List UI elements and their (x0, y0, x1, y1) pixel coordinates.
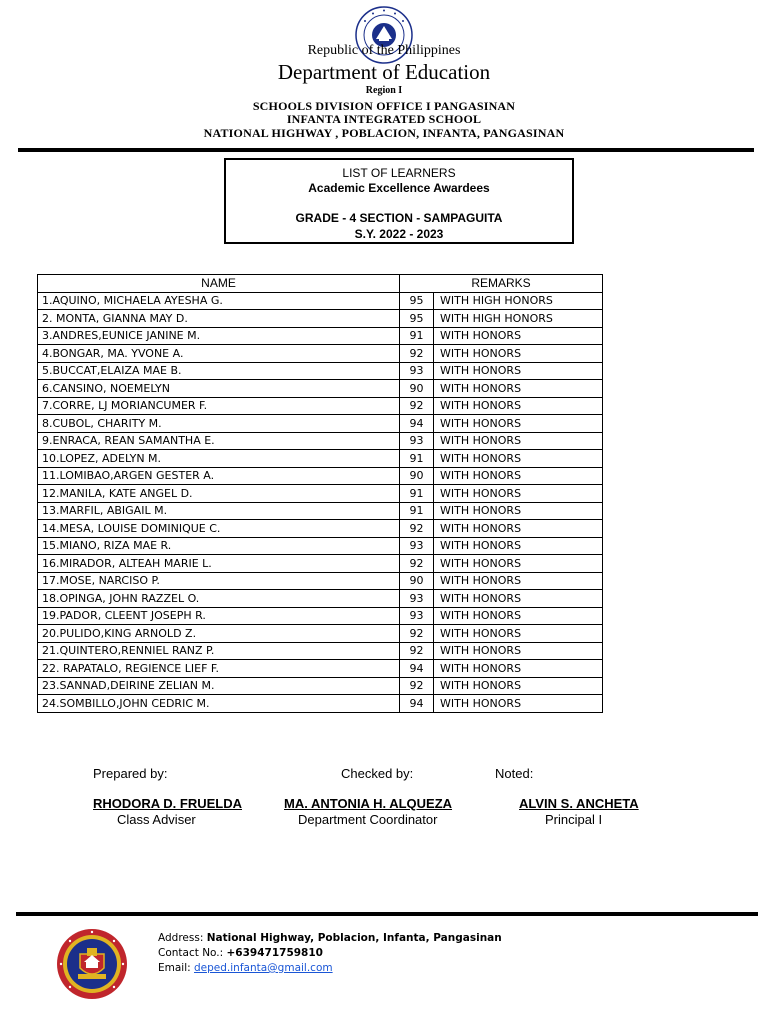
table-header-row (38, 275, 603, 293)
learner-name-cell: 11.LOMIBAO,ARGEN GESTER A. (38, 467, 400, 485)
table-row (38, 292, 603, 310)
remark-cell: WITH HONORS (434, 345, 603, 363)
grade-cell: 91 (400, 450, 434, 468)
grade-cell: 90 (400, 572, 434, 590)
footer-contact (158, 947, 323, 959)
remark-cell: WITH HIGH HONORS (434, 292, 603, 310)
grade-cell: 92 (400, 677, 434, 695)
email-label: Email: (158, 962, 195, 974)
table-row (38, 345, 603, 363)
remark-cell: WITH HONORS (434, 432, 603, 450)
remark-cell: WITH HONORS (434, 660, 603, 678)
title-box (224, 158, 574, 244)
grade-cell: 93 (400, 432, 434, 450)
learner-name-cell: 10.LOPEZ, ADELYN M. (38, 450, 400, 468)
grade-cell: 90 (400, 467, 434, 485)
table-row (38, 660, 603, 678)
school-line: INFANTA INTEGRATED SCHOOL (286, 112, 482, 126)
region-line: Region I (365, 85, 403, 96)
learner-name-cell: 5.BUCCAT,ELAIZA MAE B. (38, 362, 400, 380)
footer-address (158, 932, 502, 944)
table-row (38, 502, 603, 520)
learner-name-cell: 4.BONGAR, MA. YVONE A. (38, 345, 400, 363)
remark-cell: WITH HONORS (434, 607, 603, 625)
address-value: National Highway, Poblacion, Infanta, Pangasinan (206, 932, 502, 944)
noted-by-name: ALVIN S. ANCHETA (519, 796, 639, 811)
name-column-header: NAME (38, 275, 400, 293)
noted-by-position: Principal I (545, 812, 603, 827)
remark-cell: WITH HONORS (434, 327, 603, 345)
learner-name-cell: 1.AQUINO, MICHAELA AYESHA G. (38, 292, 400, 310)
table-row (38, 327, 603, 345)
title-line-3: GRADE - 4 SECTION - SAMPAGUITA (295, 211, 503, 225)
learner-name-cell: 18.OPINGA, JOHN RAZZEL O. (38, 590, 400, 608)
prepared-by-name: RHODORA D. FRUELDA (93, 796, 243, 811)
title-line-1: LIST OF LEARNERS (342, 166, 456, 180)
learner-name-cell: 16.MIRADOR, ALTEAH MARIE L. (38, 555, 400, 573)
table-row (38, 467, 603, 485)
email-link[interactable]: deped.infanta@gmail.com (194, 962, 333, 974)
learner-name-cell: 22. RAPATALO, REGIENCE LIEF F. (38, 660, 400, 678)
table-body (38, 292, 603, 712)
learner-name-cell: 20.PULIDO,KING ARNOLD Z. (38, 625, 400, 643)
table-row (38, 572, 603, 590)
remark-cell: WITH HONORS (434, 362, 603, 380)
grade-cell: 92 (400, 555, 434, 573)
noted-label: Noted: (495, 766, 534, 781)
learner-name-cell: 24.SOMBILLO,JOHN CEDRIC M. (38, 695, 400, 713)
table-row (38, 485, 603, 503)
footer-divider (16, 912, 758, 916)
prepared-by-position: Class Adviser (117, 812, 196, 827)
remark-cell: WITH HONORS (434, 695, 603, 713)
table-row (38, 625, 603, 643)
learner-name-cell: 19.PADOR, CLEENT JOSEPH R. (38, 607, 400, 625)
table-row (38, 415, 603, 433)
grade-cell: 93 (400, 590, 434, 608)
remark-cell: WITH HIGH HONORS (434, 310, 603, 328)
table-row (38, 520, 603, 538)
learner-name-cell: 17.MOSE, NARCISO P. (38, 572, 400, 590)
learner-name-cell: 9.ENRACA, REAN SAMANTHA E. (38, 432, 400, 450)
checked-by-position: Department Coordinator (298, 812, 438, 827)
remarks-column-header: REMARKS (400, 275, 603, 293)
grade-cell: 93 (400, 607, 434, 625)
remark-cell: WITH HONORS (434, 397, 603, 415)
grade-cell: 93 (400, 362, 434, 380)
table-row (38, 590, 603, 608)
checked-by-label: Checked by: (341, 766, 414, 781)
remark-cell: WITH HONORS (434, 467, 603, 485)
grade-cell: 93 (400, 537, 434, 555)
learner-name-cell: 14.MESA, LOUISE DOMINIQUE C. (38, 520, 400, 538)
table-row (38, 432, 603, 450)
prepared-by-label: Prepared by: (93, 766, 168, 781)
remark-cell: WITH HONORS (434, 380, 603, 398)
remark-cell: WITH HONORS (434, 625, 603, 643)
table-row (38, 677, 603, 695)
contact-label: Contact No.: (158, 947, 227, 959)
table-row (38, 555, 603, 573)
checked-by-name: MA. ANTONIA H. ALQUEZA (284, 796, 453, 811)
grade-cell: 91 (400, 502, 434, 520)
grade-cell: 92 (400, 345, 434, 363)
title-line-2: Academic Excellence Awardees (308, 181, 490, 195)
learner-name-cell: 7.CORRE, LJ MORIANCUMER F. (38, 397, 400, 415)
address-label: Address: (158, 932, 207, 944)
remark-cell: WITH HONORS (434, 520, 603, 538)
learner-name-cell: 6.CANSINO, NOEMELYN (38, 380, 400, 398)
table-row (38, 310, 603, 328)
contact-value: +639471759810 (226, 947, 323, 959)
table-row (38, 450, 603, 468)
department-title: Department of Education (277, 60, 491, 84)
learner-name-cell: 13.MARFIL, ABIGAIL M. (38, 502, 400, 520)
grade-cell: 94 (400, 660, 434, 678)
grade-cell: 90 (400, 380, 434, 398)
learner-name-cell: 2. MONTA, GIANNA MAY D. (38, 310, 400, 328)
learner-name-cell: 12.MANILA, KATE ANGEL D. (38, 485, 400, 503)
remark-cell: WITH HONORS (434, 485, 603, 503)
address-line: NATIONAL HIGHWAY , POBLACION, INFANTA, PANGASINAN (203, 126, 565, 140)
grade-cell: 92 (400, 397, 434, 415)
remark-cell: WITH HONORS (434, 502, 603, 520)
table-row (38, 607, 603, 625)
table-row (38, 537, 603, 555)
learner-name-cell: 15.MIANO, RIZA MAE R. (38, 537, 400, 555)
learner-name-cell: 23.SANNAD,DEIRINE ZELIAN M. (38, 677, 400, 695)
footer-email (158, 962, 333, 974)
learner-name-cell: 8.CUBOL, CHARITY M. (38, 415, 400, 433)
remark-cell: WITH HONORS (434, 415, 603, 433)
remark-cell: WITH HONORS (434, 537, 603, 555)
learner-name-cell: 3.ANDRES,EUNICE JANINE M. (38, 327, 400, 345)
learner-name-cell: 21.QUINTERO,RENNIEL RANZ P. (38, 642, 400, 660)
division-line: SCHOOLS DIVISION OFFICE I PANGASINAN (252, 99, 516, 113)
grade-cell: 94 (400, 695, 434, 713)
table-row (38, 397, 603, 415)
republic-line: Republic of the Philippines (307, 43, 461, 58)
remark-cell: WITH HONORS (434, 590, 603, 608)
learners-table (37, 274, 603, 713)
table-row (38, 380, 603, 398)
remark-cell: WITH HONORS (434, 555, 603, 573)
grade-cell: 92 (400, 642, 434, 660)
title-line-4: S.Y. 2022 - 2023 (354, 227, 444, 241)
grade-cell: 92 (400, 625, 434, 643)
remark-cell: WITH HONORS (434, 450, 603, 468)
header-divider (18, 148, 754, 152)
grade-cell: 95 (400, 292, 434, 310)
table-row (38, 642, 603, 660)
grade-cell: 91 (400, 327, 434, 345)
grade-cell: 95 (400, 310, 434, 328)
grade-cell: 92 (400, 520, 434, 538)
remark-cell: WITH HONORS (434, 677, 603, 695)
school-seal-logo (56, 928, 128, 1000)
table-row (38, 362, 603, 380)
remark-cell: WITH HONORS (434, 572, 603, 590)
grade-cell: 94 (400, 415, 434, 433)
remark-cell: WITH HONORS (434, 642, 603, 660)
table-row (38, 695, 603, 713)
grade-cell: 91 (400, 485, 434, 503)
